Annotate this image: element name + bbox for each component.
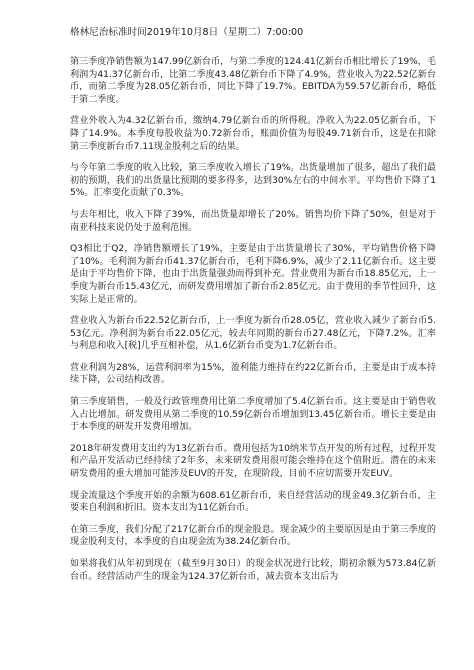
paragraph-non-operating-income: 营业外收入为4.32亿新台币，缴纳4.79亿新台币的所得税。净收入为22.05亿新台币，下降了14.9%。本季度每股收益为0.72新台币，账面价值为每股49.71新台币，这是在扣除第三季度新台币7.11现金股利之后的结果。 [70,116,436,152]
paragraph-revenue-vs-last-year: 与去年相比，收入下降了39%，而出货量却增长了20%。销售均价下降了50%，但是对于南亚科技来说仍处于盈利范围。 [70,209,436,233]
publish-timestamp: 格林尼治标准时间2019年10月8日（星期二）7:00:00 [70,27,304,38]
paragraph-operating-income: 营业收入为新台币22.52亿新台币，上一季度为新台币28.05亿，营业收入减少了新台币5.53亿元。净利润为新台币22.05亿元，较去年同期的新台币27.48亿元，下降7.2%。汇率与利息和收入[税]几乎互相补偿，从1.6亿新台币变为1.7亿新台币。 [70,316,436,352]
paragraph-cash-flow: 现金流量这个季度开始的余额为608.61亿新台币，来自经营活动的现金49.3亿新台币，主要来自利润和折旧。资本支出为11亿新台币。 [70,490,436,514]
paragraph-revenue-vs-q2: 与今年第二季度的收入比较，第三季度收入增长了19%。出货量增加了很多，超出了我们最初的预期，我们的出货量比预期的要多得多，达到30%左右的中间水平。平均售价下降了15%。汇率变化贡献了0.3%。 [70,163,436,199]
paragraph-dividend: 在第三季度，我们分配了217亿新台币的现金股息。现金减少的主要原因是由于第三季度的现金股利支付，本季度的自由现金流为38.24亿新台币。 [70,524,436,548]
paragraph-expenses: 第三季度销售，一般及行政管理费用比第二季度增加了5.4亿新台币。这主要是由于销售收入占比增加。研发费用从第二季度的10.59亿新台币增加到13.45亿新台币。增长主要是由于本季度的研发开发费用增加。 [70,397,436,433]
paragraph-rd-spending: 2018年研发费用支出约为13亿新台币。费用包括为10纳米节点开发的所有过程，过程开发和产品开发活动已经持续了2年多，未来研发费用很可能会维持在这个值附近。潜在的未来研发费用的重大增加可能涉及EUV的开发，在现阶段，目前不应切需要开发EUV。 [70,443,436,480]
paragraph-q3-vs-q2: Q3相比于Q2，净销售额增长了19%，主要是由于出货量增长了30%，平均销售价格下降了10%。毛利润为新台币41.37亿新台币，毛利下降6.9%，减少了2.11亿新台币。这主要是由于平均售价下降，也由于出货量强劲而得到补充。营业费用为新台币18.85亿元，上一季度为新台币15.43亿元，而研发费用增加了新台币2.85亿元。由于费用的季节性回升，这实际上是正常的。 [70,244,436,305]
paragraph-q3-sales: 第三季度净销售额为147.99亿新台币，与第二季度的124.41亿新台币相比增长了19%，毛利润为41.37亿新台币，比第二季度43.48亿新台币下降了4.9%，营业收入为22.52亿新台币，而第二季度为28.05亿新台币，同比下降了19.7%。EBITDA为59.57亿新台币，略低于第二季度。 [70,57,436,105]
paragraph-margins: 营业利润为28%，运营利润率为15%，盈利能力维持在约22亿新台币，主要是由于成本持续下降，公司结构改善。 [70,362,436,386]
paragraph-ytd-cash: 如果将我们从年初到现在（截至9月30日）的现金状况进行比较，期初余额为573.84亿新台币。经营活动产生的现金为124.37亿新台币，减去资本支出后为 [70,559,436,582]
